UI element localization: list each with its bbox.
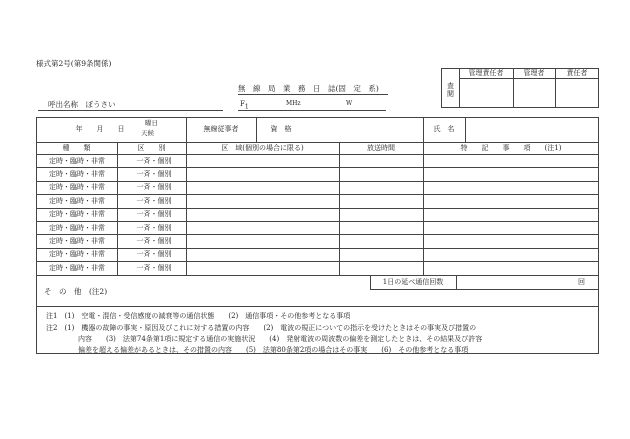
row-notes-field[interactable]	[424, 154, 599, 167]
col-type: 種 類	[62, 143, 91, 152]
sign-chief-manager[interactable]	[459, 78, 513, 108]
header-manager: 管理者	[523, 68, 545, 77]
table-row	[36, 261, 599, 274]
row-area-field[interactable]	[187, 181, 339, 194]
row-area-field[interactable]	[187, 234, 339, 247]
table-row	[36, 181, 599, 194]
note-2-line-3: 偏差を超える偏差があるときは、その措置の内容 (5) 法第80条第2項の場合はその事実 (6) その他参考となる事項	[78, 346, 469, 354]
row-time-field[interactable]	[340, 154, 423, 167]
title-underline	[238, 94, 388, 95]
row-time-field[interactable]	[340, 221, 423, 234]
row-division: 一斉・個別	[136, 170, 172, 179]
row-division: 一斉・個別	[136, 237, 172, 246]
other-field[interactable]	[120, 277, 370, 305]
freq-mhz-label: MHz	[286, 100, 301, 107]
freq-line	[238, 110, 386, 111]
daily-total-label: 1日の延べ通信回数	[382, 277, 444, 286]
row-divider	[36, 248, 599, 249]
row-divider	[36, 234, 599, 235]
row-type: 定時・臨時・非常	[49, 196, 105, 205]
row-type: 定時・臨時・非常	[49, 223, 105, 232]
table-row	[36, 167, 599, 180]
times-unit: 回	[578, 278, 585, 286]
sign-manager[interactable]	[513, 78, 555, 108]
row-type: 定時・臨時・非常	[49, 156, 105, 165]
row-type: 定時・臨時・非常	[49, 250, 105, 259]
other-label: そ の 他 (注2)	[44, 287, 108, 296]
row-divider	[36, 261, 599, 262]
table-row	[36, 248, 599, 261]
row-type: 定時・臨時・非常	[49, 170, 105, 179]
row-division: 一斉・個別	[136, 250, 172, 259]
row-area-field[interactable]	[187, 248, 339, 261]
row-divider	[36, 167, 599, 168]
row-divider	[36, 181, 599, 182]
note-2-line-2: 内容 (3) 法第74条第1項に規定する通信の実施状況 (4) 発射電波の周波数の偏差を測定したときは、その結果及び許容	[78, 335, 483, 343]
row-division: 一斉・個別	[136, 210, 172, 219]
call-sign-line	[38, 110, 223, 111]
row-type: 定時・臨時・非常	[49, 237, 105, 246]
call-sign-label: 呼出名称 ぼうさい	[48, 100, 116, 109]
row-notes-field[interactable]	[424, 167, 599, 180]
sign-responsible[interactable]	[555, 78, 599, 108]
row-time-field[interactable]	[340, 181, 423, 194]
row-time-field[interactable]	[340, 194, 423, 207]
row-area-field[interactable]	[187, 261, 339, 274]
col-area: 区 域(個別の場合に限る)	[221, 143, 304, 152]
page-title: 無 線 局 業 務 日 誌(固 定 系)	[238, 84, 379, 93]
col-division: 区 別	[137, 143, 166, 152]
row-time-field[interactable]	[340, 234, 423, 247]
row-area-field[interactable]	[187, 167, 339, 180]
table-row	[36, 221, 599, 234]
operator-label: 無線従事者	[203, 125, 239, 133]
inspection-label: 査閲	[446, 82, 455, 98]
date-label: 年 月 日	[75, 125, 125, 133]
row-divider	[36, 194, 599, 195]
row-division: 一斉・個別	[136, 156, 172, 165]
qualification-field[interactable]	[306, 118, 422, 141]
table-row	[36, 154, 599, 167]
form-number: 様式第2号(第9条関係)	[36, 59, 112, 68]
row-notes-field[interactable]	[424, 221, 599, 234]
row-divider	[36, 208, 599, 209]
row-area-field[interactable]	[187, 194, 339, 207]
table-row	[36, 208, 599, 221]
row-notes-field[interactable]	[424, 194, 599, 207]
power-w-label: W	[346, 100, 353, 107]
row-notes-field[interactable]	[424, 234, 599, 247]
weekday-label: 曜日	[145, 119, 158, 127]
row-area-field[interactable]	[187, 154, 339, 167]
row-time-field[interactable]	[340, 248, 423, 261]
row-time-field[interactable]	[340, 167, 423, 180]
row-division: 一斉・個別	[136, 223, 172, 232]
row-area-field[interactable]	[187, 221, 339, 234]
col-time: 放送時間	[367, 143, 395, 152]
note-2-line-1: 注2 (1) 機器の故障の事実・原因及びこれに対する措置の内容 (2) 電波の規正についての指示を受けたときはその事実及び措置の	[46, 324, 477, 332]
freq-f-label: $F_1$	[240, 100, 249, 111]
header-chief-manager: 管理責任者	[468, 68, 504, 77]
daily-total-field[interactable]	[457, 276, 567, 288]
row-type: 定時・臨時・非常	[49, 210, 105, 219]
row-division: 一斉・個別	[136, 183, 172, 192]
row-divider	[36, 221, 599, 222]
name-label: 氏 名	[433, 125, 455, 133]
row-type: 定時・臨時・非常	[49, 263, 105, 272]
table-row	[36, 194, 599, 207]
weather-label: 天候	[141, 129, 154, 137]
row-time-field[interactable]	[340, 261, 423, 274]
row-area-field[interactable]	[187, 208, 339, 221]
name-field[interactable]	[466, 118, 598, 141]
row-division: 一斉・個別	[136, 263, 172, 272]
row-notes-field[interactable]	[424, 261, 599, 274]
qualification-label: 資 格	[270, 125, 292, 133]
row-notes-field[interactable]	[424, 248, 599, 261]
row-notes-field[interactable]	[424, 208, 599, 221]
row-division: 一斉・個別	[136, 196, 172, 205]
row-time-field[interactable]	[340, 208, 423, 221]
table-row	[36, 234, 599, 247]
header-responsible: 責任者	[566, 68, 588, 77]
row-notes-field[interactable]	[424, 181, 599, 194]
row-type: 定時・臨時・非常	[49, 183, 105, 192]
col-notes: 特 記 事 項 (注1)	[460, 143, 562, 152]
note-1: 注1 (1) 空電・混信・受信感度の減衰等の通信状態 (2) 通信事項・その他参考となる事項	[46, 312, 351, 320]
